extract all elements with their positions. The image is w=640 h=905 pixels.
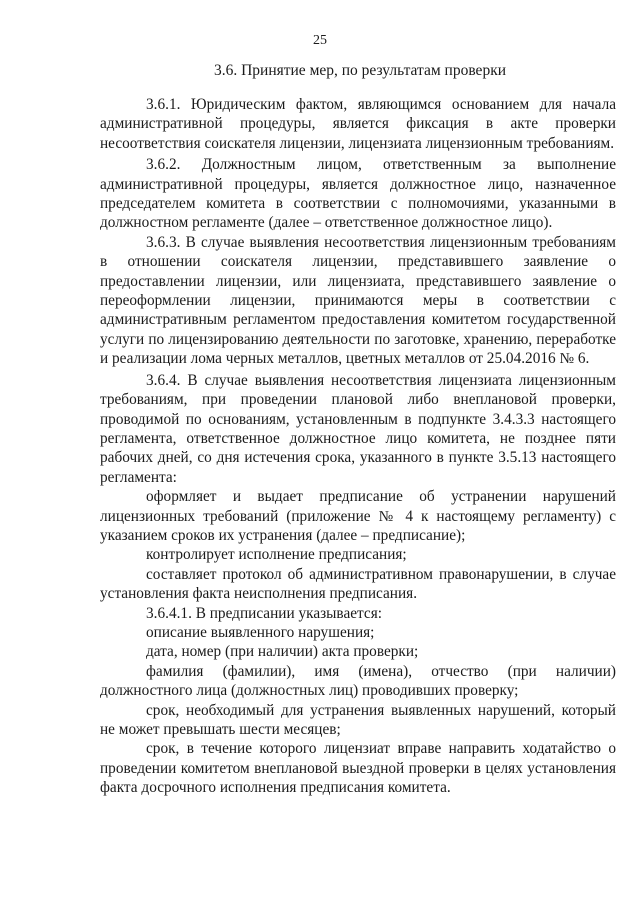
- paragraph-3-6-3: 3.6.3. В случае выявления несоответствия лицензионным требованиям в отношении соискателя лицензии, представившего заявление о предоставлении лицензии, или лицензиата, представившего заявление о переоформлении лицензии, принимаются меры в соответствии с административным регламентом предоставления комитетом государственной услуги по лицензированию деятельности по заготовке, хранению, переработке и реализации лома черных металлов, цветных металлов от 25.04.2016 № 6.: [100, 233, 616, 368]
- paragraph-3-6-2: 3.6.2. Должностным лицом, ответственным за выполнение административной процедуры, является должностное лицо, назначенное председателем комитета в соответствии с полномочиями, указанными в должностном регламенте (далее – ответственное должностное лицо).: [100, 156, 616, 232]
- page-number: 25: [313, 33, 327, 48]
- paragraph-3-6-4-1: 3.6.4.1. В предписании указывается:: [146, 604, 382, 622]
- list-item: срок, необходимый для устранения выявленных нарушений, который не может превышать шести месяцев;: [100, 701, 616, 738]
- list-item: оформляет и выдает предписание об устранении нарушений лицензионных требований (приложение № 4 к настоящему регламенту) с указанием сроков их устранения (далее – предписание);: [100, 488, 616, 544]
- list-item: фамилия (фамилии), имя (имена), отчество (при наличии) должностного лица (должностных лиц) проводивших проверку;: [100, 662, 616, 700]
- list-item: контролирует исполнение предписания;: [146, 546, 407, 564]
- section-heading: 3.6. Принятие мер, по результатам проверки: [213, 62, 507, 79]
- list-item: составляет протокол об административном правонарушении, в случае установления факта неисполнения предписания.: [100, 565, 616, 603]
- list-item: срок, в течение которого лицензиат вправе направить ходатайство о проведении комитетом внеплановой выездной проверки в целях установления факта досрочного исполнения предписания комитета.: [100, 740, 616, 797]
- list-item: дата, номер (при наличии) акта проверки;: [146, 643, 419, 661]
- paragraph-3-6-4: 3.6.4. В случае выявления несоответствия лицензиата лицензионным требованиям, при проведении плановой либо внеплановой проверки, проводимой по основаниям, установленным в подпункте 3.4.3.3 настоящего регламента, ответственное должностное лицо комитета, не позднее пяти рабочих дней, со дня истечения срока, указанного в пункте 3.5.13 настоящего регламента:: [100, 371, 616, 486]
- list-item: описание выявленного нарушения;: [146, 623, 375, 641]
- document-body: [100, 95, 616, 798]
- paragraph-3-6-1: 3.6.1. Юридическим фактом, являющимся основанием для начала административной процедуры, является фиксация в акте проверки несоответствия соискателя лицензии, лицензиата лицензионным требованиям.: [100, 96, 616, 152]
